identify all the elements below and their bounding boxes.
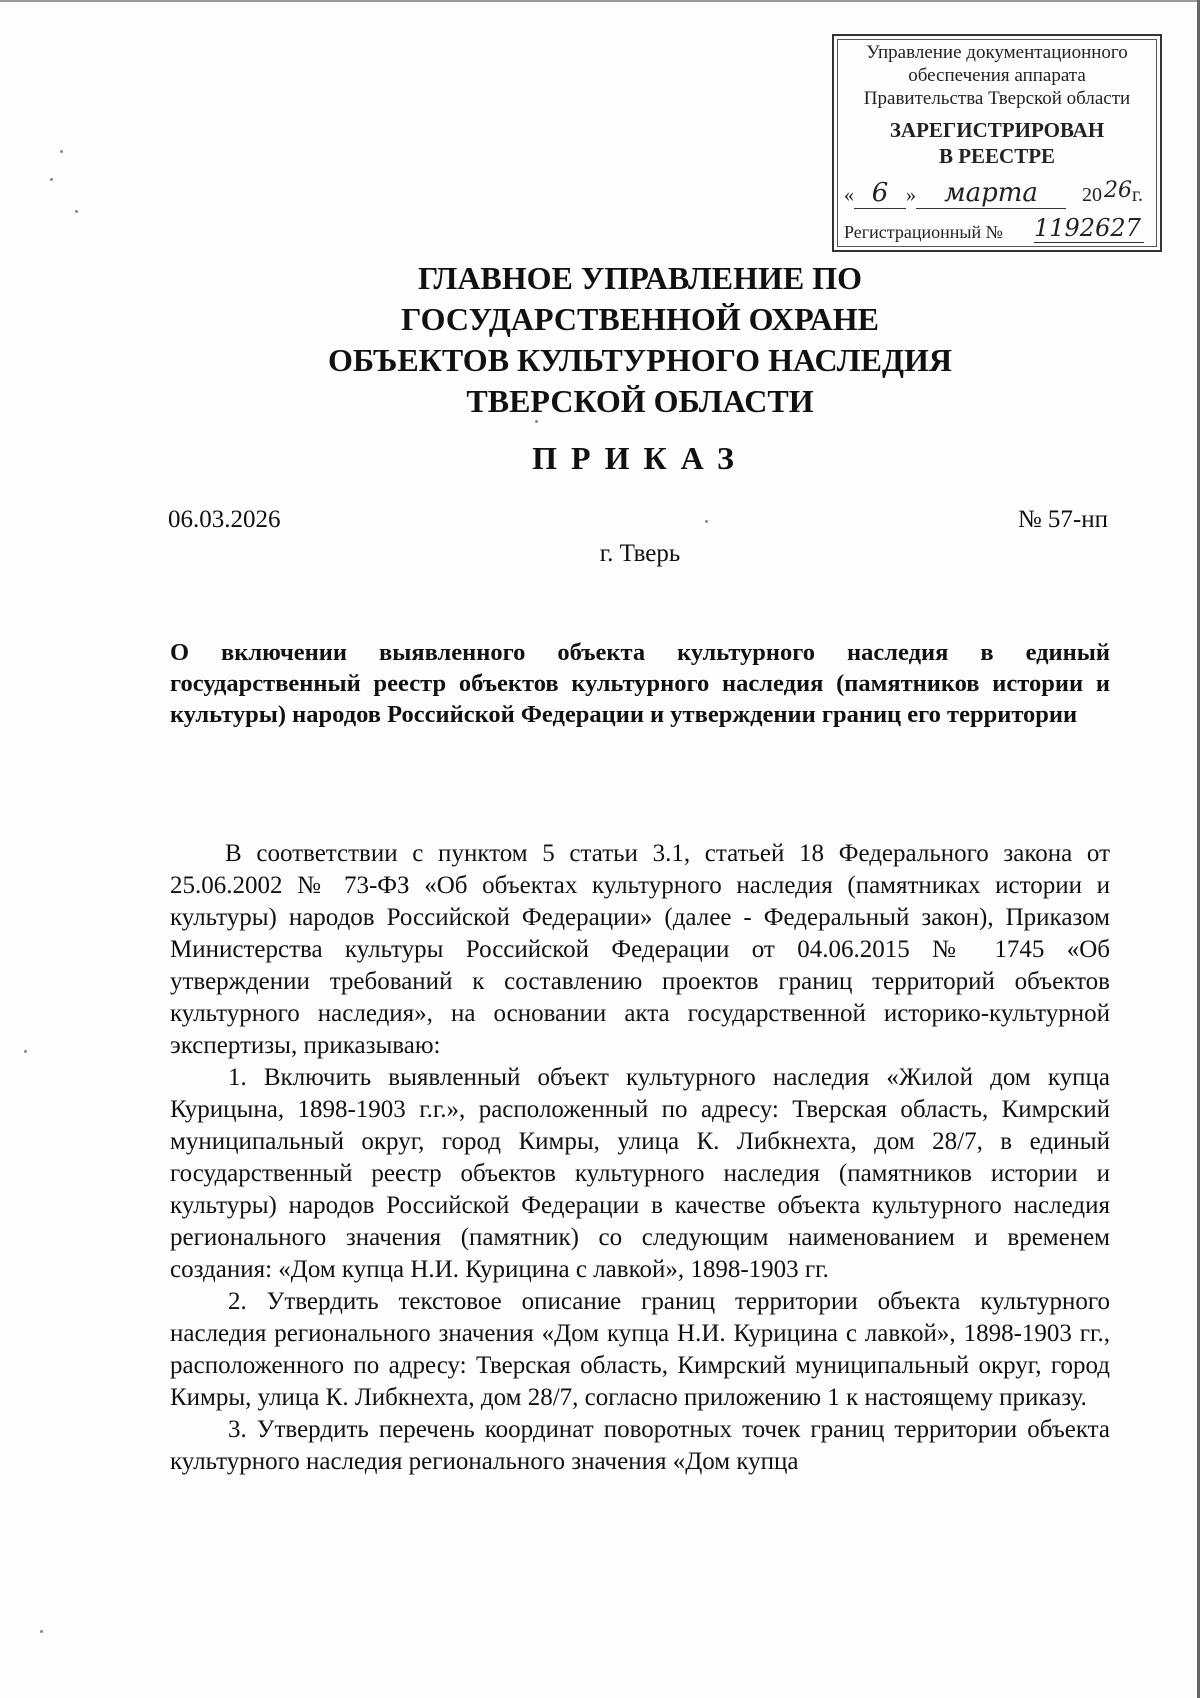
document-type: ПРИКАЗ [532, 440, 748, 476]
stamp-line-3: Правительства Тверской области [863, 88, 1131, 109]
document-subject: О включении выявленного объекта культурного наследия в единый государственный реестр объектов культурного наследия (памятников истории и культуры) народов Российской Федерации и утверждении границ его территории [170, 639, 1110, 728]
stamp-year-suffix: г. [1132, 184, 1143, 206]
body-item-3: 3. Утвердить перечень координат поворотных точек границ территории объекта культурного наследия регионального значения «Дом купца [170, 1416, 1110, 1475]
stamp-year-prefix: 20 [1082, 184, 1102, 206]
agency-title-line-4: ТВЕРСКОЙ ОБЛАСТИ [466, 383, 814, 419]
stamp-line-1: Управление документационного [866, 42, 1128, 63]
stamp-reg-number-handwritten: 1192627 [1034, 214, 1144, 243]
stamp-line-2: обеспечения аппарата [908, 65, 1086, 86]
scan-speck [75, 210, 78, 213]
stamp-quote-open: « [844, 184, 854, 206]
agency-title [160, 258, 1120, 422]
stamp-date-row [844, 178, 1144, 212]
scan-speck [24, 1050, 27, 1053]
stamp-month-handwritten: марта [916, 178, 1066, 209]
document-date: 06.03.2026 [168, 506, 281, 533]
agency-title-line-1: ГЛАВНОЕ УПРАВЛЕНИЕ ПО [417, 260, 863, 296]
scan-speck [40, 1630, 43, 1633]
stamp-registration-row [844, 214, 1154, 248]
stamp-registered-1: ЗАРЕГИСТРИРОВАН [889, 118, 1105, 142]
stamp-quote-close: » [906, 184, 916, 206]
document-number: № 57-нп [1017, 506, 1108, 533]
document-city: г. Тверь [599, 540, 681, 567]
scan-edge-top [0, 0, 1200, 2]
agency-title-line-2: ГОСУДАРСТВЕННОЙ ОХРАНЕ [401, 301, 879, 337]
stamp-registered-2: В РЕЕСТРЕ [938, 144, 1056, 168]
stamp-reg-label: Регистрационный № [844, 222, 1003, 242]
body-item-1: 1. Включить выявленный объект культурного наследия «Жилой дом купца Курицына, 1898-1903 г.г.», расположенный по адресу: Тверская область, Кимрский муниципальный округ, город Кимры, улица К. Либкнехта, дом 28/7, в единый государственный реестр объектов культурного наследия (памятников истории и культуры) народов Российской Федерации в качестве объекта культурного наследия регионального значения (памятник) со следующим наименованием и временем создания: «Дом купца Н.И. Курицина с лавкой», 1898-1903 гг. [170, 1064, 1110, 1283]
registration-stamp [832, 34, 1162, 252]
stamp-year-handwritten: 26 [1104, 178, 1132, 203]
body-preamble: В соответствии с пунктом 5 статьи 3.1, статьей 18 Федерального закона от 25.06.2002 № 73-ФЗ «Об объектах культурного наследия (памятниках истории и культуры) народов Российской Федерации» (далее - Федеральный закон), Приказом Министерства культуры Российской Федерации от 04.06.2015 № 1745 «Об утверждении требований к составлению проектов границ территорий объектов культурного наследия», на основании акта государственной историко-культурной экспертизы, приказываю: [170, 840, 1110, 1059]
agency-title-line-3: ОБЪЕКТОВ КУЛЬТУРНОГО НАСЛЕДИЯ [328, 342, 952, 378]
scan-speck [60, 150, 63, 153]
stamp-day-handwritten: 6 [854, 178, 906, 209]
document-body [170, 838, 1110, 1478]
body-item-2: 2. Утвердить текстовое описание границ территории объекта культурного наследия регионального значения «Дом купца Н.И. Курицина с лавкой», 1898-1903 гг., расположенного по адресу: Тверская область, Кимрский муниципальный округ, город Кимры, улица К. Либкнехта, дом 28/7, согласно приложению 1 к настоящему приказу. [170, 1288, 1110, 1411]
scan-speck [705, 520, 708, 523]
scan-speck [50, 178, 53, 181]
